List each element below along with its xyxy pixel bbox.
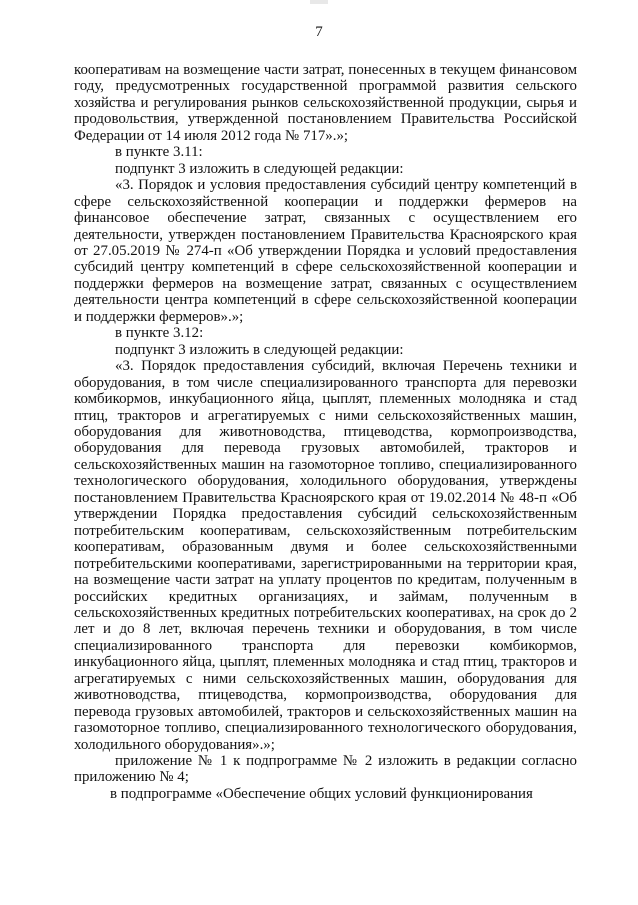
- document-body: [74, 62, 577, 802]
- paragraph-subclause-intro: подпункт 3 изложить в следующей редакции:: [115, 160, 404, 177]
- paragraph-clause-3-12: в пункте 3.12:: [115, 325, 204, 342]
- page-number: 7: [315, 24, 323, 40]
- paragraph-continuation: кооперативам на возмещение части затрат, понесенных в текущем финансовом году, предусмотренных государственной программой развития сельского хозяйства и регулирования рынков сельскохозяйственной продукции, сырья и продовольствия, утвержденной постановлением Правительства Российской Федерации от 14 июля 2012 года № 717».»;: [74, 62, 577, 144]
- paragraph-appendix: приложение № 1 к подпрограмме № 2 изложить в редакции согласно приложению № 4;: [74, 753, 577, 786]
- paragraph-subclause-3-text: «3. Порядок предоставления субсидий, включая Перечень техники и оборудования, в том числе специализированного транспорта для перевозки комбикормов, инкубационного яйца, цыплят, племенных молодняка и стад птиц, тракторов и агрегатируемых с ними сельскохозяйственных машин, оборудования для животноводства, птицеводства, кормопроизводства, оборудования для перевода грузовых автомобилей, тракторов и сельскохозяйственных машин на газомоторное топливо, специализированного технологического оборудования, холодильного оборудования, утверждены постановлением Правительства Красноярского края от 19.02.2014 № 48-п «Об утверждении Порядка предоставления субсидий сельскохозяйственным потребительским кооперативам, сельскохозяйственным потребительским кооперативам, образованным двумя и более сельскохозяйственными потребительскими кооперативами, зарегистрированными на территории края, на возмещение части затрат на уплату процентов по кредитам, полученным в российских кредитных организациях, и займам, полученным в сельскохозяйственных кредитных потребительских кооперативах, на срок до 2 лет и до 8 лет, включая перечень техники и оборудования, в том числе специализированного транспорта для перевозки комбикормов, инкубационного яйца, цыплят, племенных молодняка и стад птиц, тракторов и агрегатируемых с ними сельскохозяйственных машин, оборудования для животноводства, птицеводства, кормопроизводства, оборудования для перевода грузовых автомобилей, тракторов и сельскохозяйственных машин на газомоторное топливо, специализированного технологического оборудования, холодильного оборудования».»;: [74, 358, 577, 753]
- paragraph-subclause-3-text: «3. Порядок и условия предоставления субсидий центру компетенций в сфере сельскохозяйственной кооперации и поддержки фермеров на финансовое обеспечение затрат, связанных с осуществлением его деятельности, утвержден постановлением Правительства Красноярского края от 27.05.2019 № 274-п «Об утверждении Порядка и условий предоставления субсидий центру компетенций в сфере сельскохозяйственной кооперации и поддержки фермеров на возмещение затрат, связанных с осуществлением деятельности центра компетенций в сфере сельскохозяйственной кооперации и поддержки фермеров».»;: [74, 177, 577, 325]
- paragraph-subclause-intro: подпункт 3 изложить в следующей редакции:: [115, 341, 404, 358]
- paragraph-clause-3-11: в пункте 3.11:: [115, 144, 203, 161]
- paragraph-subprogram: в подпрограмме «Обеспечение общих условий функционирования: [110, 785, 533, 802]
- scan-mark: [310, 0, 328, 4]
